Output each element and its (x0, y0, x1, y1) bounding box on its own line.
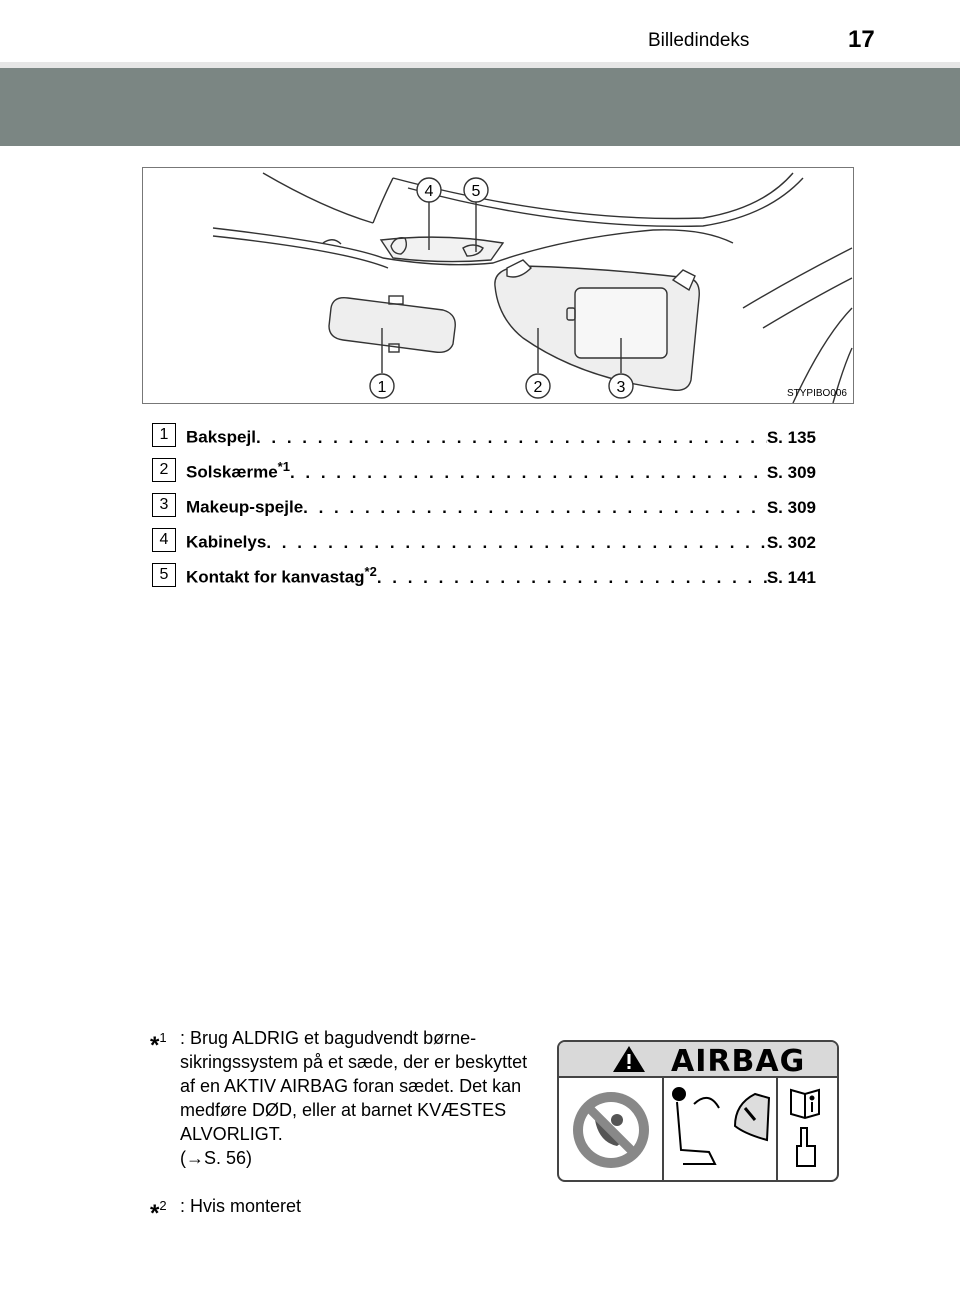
figure-code: STYPIBO006 (786, 388, 847, 399)
page-reference[interactable]: S. 309 (766, 497, 816, 517)
item-row (186, 564, 816, 588)
list-item (152, 563, 818, 598)
overhead-illustration (142, 167, 854, 404)
footnote-text: : Hvis monteret (180, 1196, 302, 1216)
dot-leader (290, 463, 767, 483)
item-number: 2 (152, 458, 176, 482)
dot-leader (266, 533, 767, 553)
item-label: Kabinelys (186, 532, 267, 552)
item-number: 5 (152, 563, 176, 587)
dot-leader (303, 498, 767, 518)
list-item (152, 528, 818, 563)
item-number: 1 (152, 423, 176, 447)
item-label: Solskærme$^{*1}$ (186, 459, 290, 482)
callout-label: 1 (377, 379, 387, 396)
item-number: 3 (152, 493, 176, 517)
section-band (0, 68, 960, 146)
overhead-drawing (143, 168, 853, 403)
dot-leader (256, 428, 767, 448)
footnote-marker: *$^2$ (150, 1198, 167, 1227)
page-number: 17 (848, 26, 875, 53)
callout-label: 2 (533, 379, 543, 396)
callout-label: 4 (424, 183, 434, 200)
item-row (186, 494, 816, 518)
page-reference[interactable]: S. 141 (766, 567, 816, 587)
airbag-warning-label (557, 1040, 839, 1182)
page-reference[interactable]: S. 135 (766, 427, 816, 447)
item-row (186, 529, 816, 553)
item-label: Kontakt for kanvastag$^{*2}$ (186, 564, 377, 587)
list-item (152, 423, 818, 458)
list-item (152, 458, 818, 493)
footnote-if-equipped (150, 1194, 302, 1227)
dot-leader (377, 568, 767, 588)
airbag-deploy-icon (673, 1088, 769, 1164)
page-reference[interactable]: S. 302 (766, 532, 816, 552)
section-title: Billedindeks (648, 30, 750, 51)
callout-label: 5 (471, 183, 481, 200)
read-manual-icon (791, 1090, 819, 1166)
page-reference[interactable]: S. 309 (766, 462, 816, 482)
footnote-text: : Brug ALDRIG et bagudvendt børne-sikringssystem på et sæde, der er beskyttet af en AKTIV AIRBAG foran sædet. Det kan medføre DØD, eller at barnet KVÆSTES ALVORLIGT. (→S. 56) (180, 1028, 528, 1168)
list-item (152, 493, 818, 528)
item-row (186, 424, 816, 448)
item-list (152, 423, 818, 598)
item-label: Makeup-spejle (186, 497, 304, 517)
airbag-title: AIRBAG (671, 1044, 806, 1079)
item-number: 4 (152, 528, 176, 552)
item-row (186, 459, 816, 483)
warning-triangle-icon (613, 1046, 645, 1072)
footnote-marker: *$^1$ (150, 1030, 167, 1059)
footnote-airbag (150, 1026, 530, 1170)
page-header (0, 0, 960, 62)
no-rear-facing-child-seat-icon (573, 1092, 649, 1168)
callout-label: 3 (616, 379, 626, 396)
item-label: Bakspejl (186, 427, 256, 447)
footnote-reference[interactable]: (→S. 56) (180, 1148, 253, 1168)
